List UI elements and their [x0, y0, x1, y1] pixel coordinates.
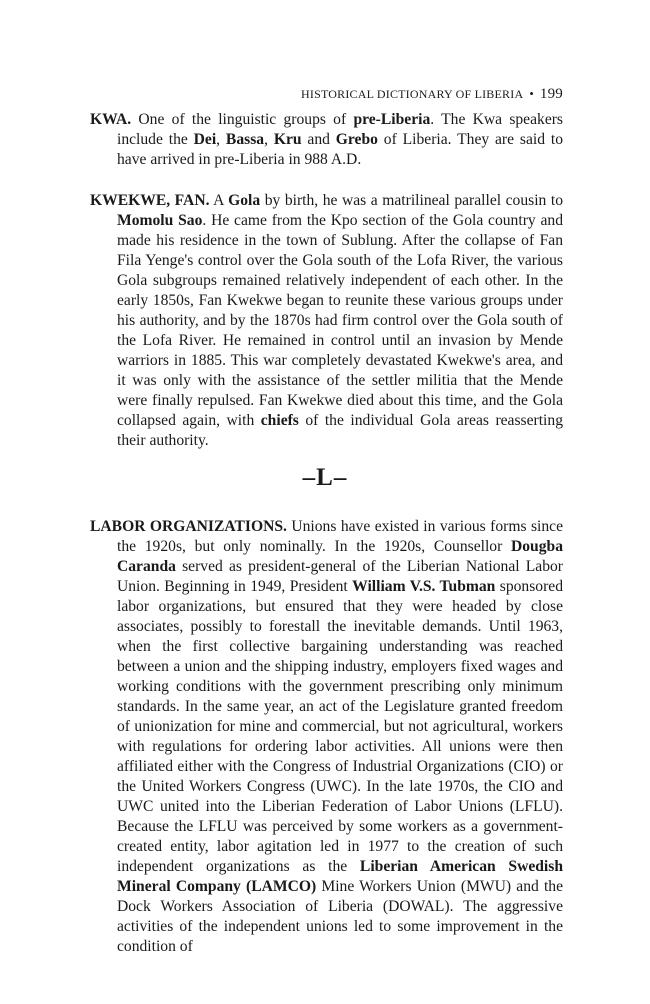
- entry-text-run: Unions have existed in various forms since the 1920s, but only nominally. In the 1920s, Counsellor: [117, 518, 564, 555]
- entry-text-run: of the individual Gola areas reasserting their authority.: [117, 412, 563, 449]
- bold-term: LABOR ORGANIZATIONS.: [90, 518, 287, 535]
- entry-text-run: of Liberia. They are said to have arrived in pre-Liberia in 988 A.D.: [117, 131, 563, 168]
- entry-kwa: [90, 110, 563, 170]
- entry-text-run: served as president-general of the Liberian National Labor Union. Beginning in 1949, President: [117, 558, 563, 595]
- running-head-title: HISTORICAL DICTIONARY OF LIBERIA: [301, 87, 524, 101]
- entry-labor-organizations-text: [90, 517, 563, 957]
- bold-term: Dougba Caranda: [117, 538, 563, 575]
- entry-text-run: One of the linguistic groups of: [131, 111, 354, 128]
- bold-term: KWEKWE, FAN.: [90, 192, 210, 209]
- bold-term: Grebo: [335, 131, 378, 148]
- entry-text-run: ,: [264, 131, 274, 148]
- bold-term: Gola: [228, 192, 261, 209]
- running-head-separator: •: [529, 87, 534, 101]
- entry-text-run: . He came from the Kpo section of the Gola country and made his residence in the town of Sublung. After the collapse of Fan Fila Yenge's control over the Gola south of the Lofa River, the various Gola subgroups remained relatively independent of each other. In the early 1850s, Fan Kwekwe began to reunite these various groups under his authority, and by the 1870s had firm control over the Gola south of the Lofa River. He remained in control until an invasion by Mende warriors in 1885. This war completely devastated Kwekwe's area, and it was only with the assistance of the settler militia that the Mende were finally repulsed. Fan Kwekwe died about this time, and the Gola collapsed again, with: [117, 212, 563, 429]
- entry-text-run: ,: [216, 131, 226, 148]
- section-letter-heading: –L–: [302, 464, 348, 491]
- entry-text-run: A: [209, 192, 229, 209]
- bold-term: chiefs: [260, 412, 299, 429]
- bold-term: KWA.: [90, 111, 132, 128]
- bold-term: Momolu Sao: [117, 212, 203, 229]
- entry-text-run: sponsored labor organizations, but ensured that they were headed by close associates, possibly to forestall the inevitable demands. Until 1963, when the first collective bargaining understanding was reached between a union and the shipping industry, employers fixed wages and working conditions with the government prescribing only minimum standards. In the same year, an act of the Legislature granted freedom of unionization for mine and commercial, but not agricultural, workers with regulations for ordering labor activities. All unions were then affiliated either with the Congress of Industrial Organizations (CIO) or the United Workers Congress (UWC). In the late 1970s, the CIO and UWC united into the Liberian Federation of Labor Unions (LFLU). Because the LFLU was perceived by some workers as a government-created entity, labor agitation led in 1977 to the creation of such independent organizations as the: [117, 578, 563, 875]
- entry-kwa-text: [90, 110, 563, 170]
- running-head: [301, 86, 563, 103]
- entry-text-run: by birth, he was a matrilineal parallel cousin to: [260, 192, 563, 209]
- entry-text-run: Mine Workers Union (MWU) and the Dock Workers Association of Liberia (DOWAL). The aggressive activities of the independent unions led to some improvement in the condition of: [117, 878, 563, 955]
- bold-term: Dei: [193, 131, 217, 148]
- entry-labor-organizations: [90, 517, 563, 957]
- entry-kwekwe-fan: [90, 191, 563, 451]
- bold-term: Bassa: [225, 131, 265, 148]
- page-number: 199: [539, 86, 563, 102]
- entry-kwekwe-fan-text: [90, 191, 563, 451]
- bold-term: Kru: [273, 131, 302, 148]
- bold-term: William V.S. Tubman: [352, 578, 496, 595]
- entry-text-run: . The Kwa speakers include the: [117, 111, 564, 148]
- bold-term: pre-Liberia: [353, 111, 431, 128]
- bold-term: Liberian American Swedish Mineral Company (LAMCO): [117, 858, 563, 895]
- entry-text-run: and: [301, 131, 336, 148]
